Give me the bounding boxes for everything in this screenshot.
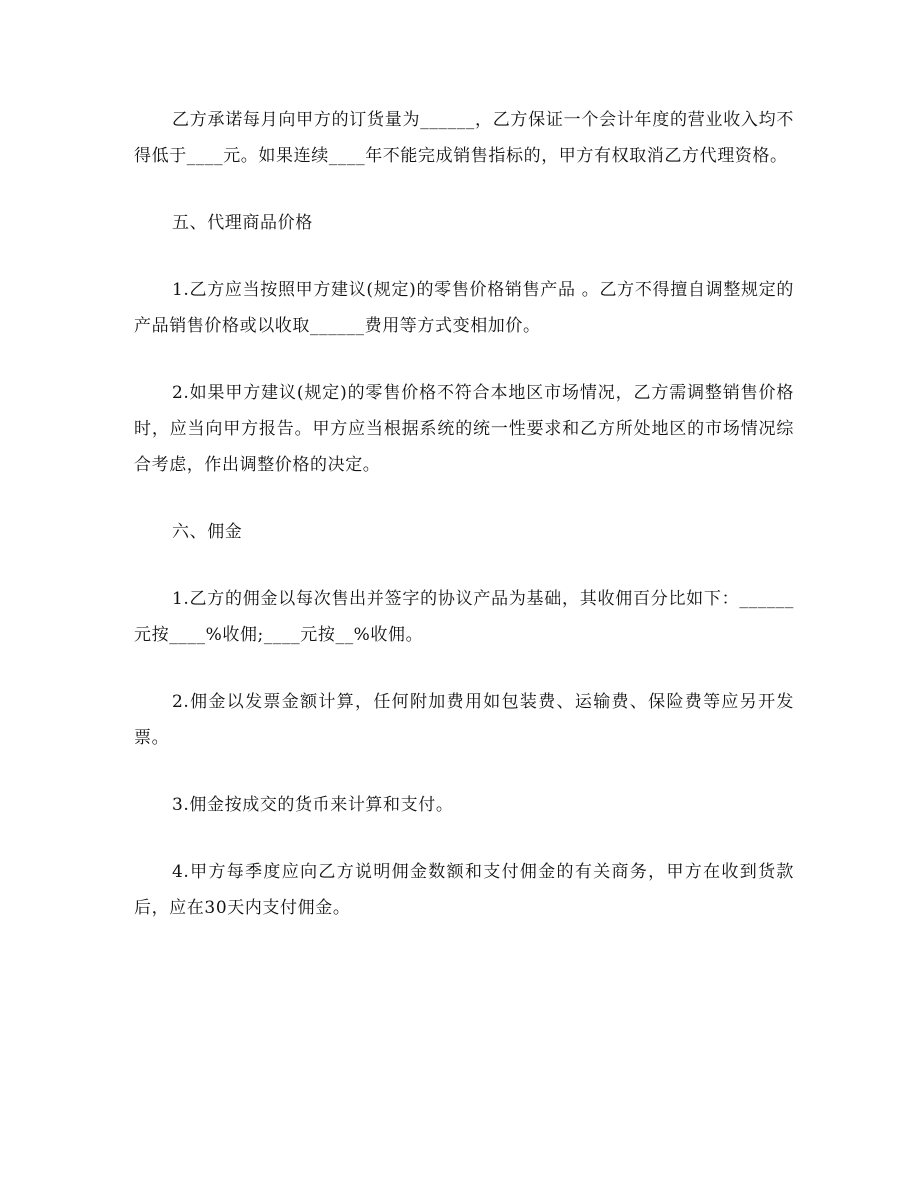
paragraph-commission-3: 3.佣金按成交的货币来计算和支付。 xyxy=(172,795,454,815)
paragraph-order-commitment: 乙方承诺每月向甲方的订货量为______，乙方保证一个会计年度的营业收入均不得低于____元。如果连续____年不能完成销售指标的，甲方有权取消乙方代理资格。 xyxy=(134,110,794,166)
paragraph-commission-2: 2.佣金以发票金额计算，任何附加费用如包装费、运输费、保险费等应另开发票。 xyxy=(134,692,794,748)
section-heading-pricing: 五、代理商品价格 xyxy=(172,213,313,233)
paragraph-pricing-1: 1.乙方应当按照甲方建议(规定)的零售价格销售产品 。乙方不得擅自调整规定的产品销售价格或以收取______费用等方式变相加价。 xyxy=(134,280,794,336)
paragraph-pricing-2: 2.如果甲方建议(规定)的零售价格不符合本地区市场情况，乙方需调整销售价格时，应当向甲方报告。甲方应当根据系统的统一性要求和乙方所处地区的市场情况综合考虑，作出调整价格的决定。 xyxy=(134,383,794,475)
document-body xyxy=(134,102,794,957)
paragraph-commission-1: 1.乙方的佣金以每次售出并签字的协议产品为基础，其收佣百分比如下：______元按____%收佣;____元按__%收佣。 xyxy=(134,589,794,645)
paragraph-commission-4: 4.甲方每季度应向乙方说明佣金数额和支付佣金的有关商务，甲方在收到货款后，应在30天内支付佣金。 xyxy=(134,862,794,918)
section-heading-commission: 六、佣金 xyxy=(172,522,243,542)
